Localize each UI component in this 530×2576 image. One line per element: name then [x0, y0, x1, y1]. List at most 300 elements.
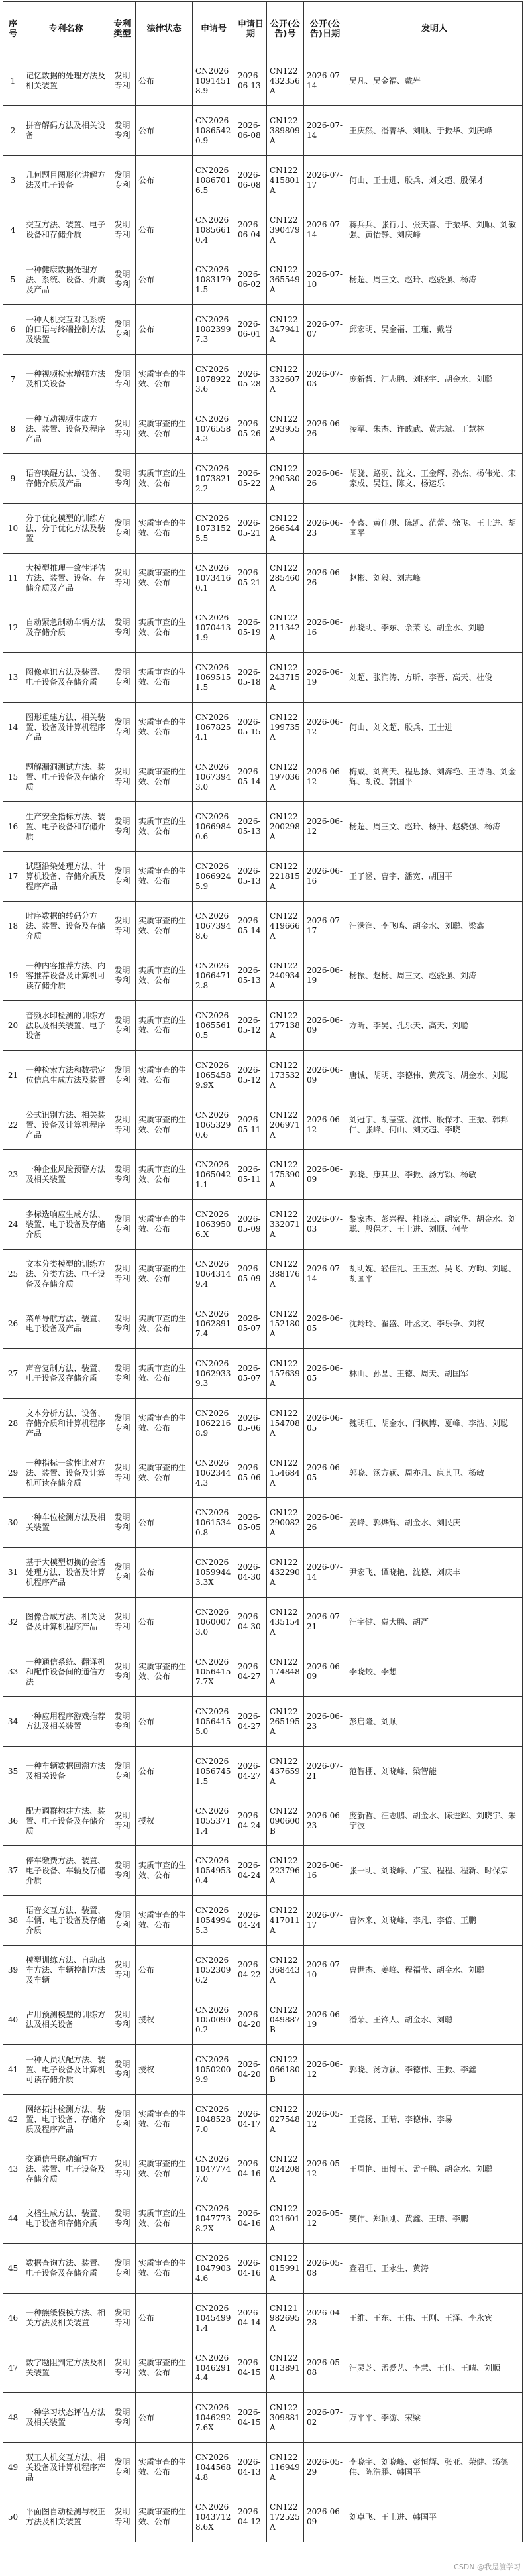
publication-date-cell: 2026-07-17: [304, 1896, 346, 1946]
row-number-cell: 8: [3, 404, 23, 454]
inventors-cell: 曹世杰、姜峰、程福莹、胡金水、刘聪: [346, 1946, 523, 1995]
application-number-cell: CN202610623444.3: [193, 1448, 235, 1498]
publication-date-cell: 2026-06-09: [304, 2492, 346, 2542]
row-number-cell: 39: [3, 1946, 23, 1995]
patent-type-cell: 发明专利: [109, 2194, 136, 2244]
application-number-cell: CN202610437128.6X: [193, 2492, 235, 2542]
row-number-cell: 27: [3, 1349, 23, 1399]
publication-number-cell: CN122265195A: [267, 1697, 304, 1747]
application-number-cell: CN202610549530.4: [193, 1846, 235, 1896]
legal-status-cell: 公布: [136, 1946, 193, 1995]
publication-date-cell: 2026-06-12: [304, 703, 346, 752]
inventors-cell: 王子涵、曹宇、潘宽、胡国平: [346, 852, 523, 902]
patent-type-cell: 发明专利: [109, 454, 136, 504]
patent-name-cell: 文档生成方法、装置、电子设备和存储介质: [23, 2194, 109, 2244]
application-number-cell: CN202610673943.0: [193, 752, 235, 802]
row-number-cell: 7: [3, 355, 23, 404]
application-number-cell: CN202610731525.5: [193, 504, 235, 554]
column-header: 申请日期: [235, 2, 267, 56]
application-date-cell: 2026-04-27: [235, 1747, 267, 1796]
legal-status-cell: 实质审查的生效、公布: [136, 1200, 193, 1250]
patent-name-cell: 大模型推理一致性评估方法、装置、设备、存储介质及产品: [23, 554, 109, 603]
patent-type-cell: 发明专利: [109, 255, 136, 305]
table-row: [3, 1548, 523, 1598]
patent-name-cell: 一种健康数据处理方法、系统、设备、介质及产品: [23, 255, 109, 305]
legal-status-cell: 授权: [136, 2045, 193, 2095]
patent-name-cell: 一种熊缓慢模方法、相关方法及相关装置: [23, 2294, 109, 2343]
patent-type-cell: 发明专利: [109, 1697, 136, 1747]
publication-number-cell: CN122174848A: [267, 1647, 304, 1697]
legal-status-cell: 实质审查的生效、公布: [136, 504, 193, 554]
row-number-cell: 25: [3, 1250, 23, 1299]
publication-number-cell: CN122417011A: [267, 1896, 304, 1946]
publication-date-cell: 2026-05-08: [304, 2244, 346, 2294]
application-number-cell: CN202610523096.2: [193, 1946, 235, 1995]
application-number-cell: CN202610628917.4: [193, 1299, 235, 1349]
legal-status-cell: 实质审查的生效、公布: [136, 404, 193, 454]
publication-number-cell: CN122152180A: [267, 1299, 304, 1349]
application-date-cell: 2026-04-24: [235, 1796, 267, 1846]
application-number-cell: CN202610669840.6: [193, 802, 235, 852]
table-row: [3, 355, 523, 404]
row-number-cell: 47: [3, 2343, 23, 2393]
legal-status-cell: 实质审查的生效、公布: [136, 1051, 193, 1100]
row-number-cell: 19: [3, 951, 23, 1001]
publication-date-cell: 2026-07-21: [304, 1747, 346, 1796]
patent-type-cell: 发明专利: [109, 1548, 136, 1598]
legal-status-cell: 实质审查的生效、公布: [136, 852, 193, 902]
inventors-cell: 郭晓、康其卫、李振、汤方颖、杨敏: [346, 1150, 523, 1200]
row-number-cell: 44: [3, 2194, 23, 2244]
inventors-cell: 刘超、张润涛、方昕、李晋、高天、杜俊: [346, 653, 523, 703]
table-row: [3, 1200, 523, 1250]
inventors-cell: 万平平、李游、宋梁: [346, 2393, 523, 2443]
patent-table: [3, 1, 523, 2542]
publication-date-cell: 2026-06-05: [304, 1299, 346, 1349]
patent-name-cell: 一种应用程序游戏推荐方法及相关装置: [23, 1697, 109, 1747]
legal-status-cell: 实质审查的生效、公布: [136, 1846, 193, 1896]
application-number-cell: CN202610462914.4: [193, 2343, 235, 2393]
legal-status-cell: 实质审查的生效、公布: [136, 355, 193, 404]
inventors-cell: 郭晓、汤方颖、周亦凡、康其卫、杨敏: [346, 1448, 523, 1498]
inventors-cell: 刘卓飞、王士进、韩国平: [346, 2492, 523, 2542]
patent-name-cell: 多标选响应生成方法、装置、电子设备及存储介质: [23, 1200, 109, 1250]
patent-name-cell: 一种视频检索增强方法及相关设备: [23, 355, 109, 404]
patent-name-cell: 配力调群构建方法、装置、电子设备及存储介质: [23, 1796, 109, 1846]
patent-name-cell: 平面图自动检测与校正方法及相关装置: [23, 2492, 109, 2542]
table-row: [3, 205, 523, 255]
row-number-cell: 16: [3, 802, 23, 852]
patent-type-cell: 发明专利: [109, 1051, 136, 1100]
application-number-cell: CN202610867016.5: [193, 156, 235, 205]
row-number-cell: 14: [3, 703, 23, 752]
legal-status-cell: 实质审查的生效、公布: [136, 2492, 193, 2542]
publication-number-cell: CN122173532A: [267, 1051, 304, 1100]
row-number-cell: 34: [3, 1697, 23, 1747]
header-row: [3, 2, 523, 56]
legal-status-cell: 实质审查的生效、公布: [136, 1647, 193, 1697]
application-date-cell: 2026-05-06: [235, 1399, 267, 1448]
patent-type-cell: 发明专利: [109, 1647, 136, 1697]
publication-date-cell: 2026-06-05: [304, 1448, 346, 1498]
table-row: [3, 2144, 523, 2194]
publication-date-cell: 2026-06-19: [304, 653, 346, 703]
legal-status-cell: 实质审查的生效、公布: [136, 1448, 193, 1498]
publication-date-cell: 2026-06-26: [304, 404, 346, 454]
inventors-cell: 何山、刘文超、殷兵、王士进: [346, 703, 523, 752]
row-number-cell: 5: [3, 255, 23, 305]
table-row: [3, 752, 523, 802]
inventors-cell: 曹沐来、刘晓峰、李凡、李倍、王鹏: [346, 1896, 523, 1946]
patent-name-cell: 一种企业风险预警方法及相关装置: [23, 1150, 109, 1200]
patent-name-cell: 声音复制方法、装置、电子设备及存储介质: [23, 1349, 109, 1399]
application-number-cell: CN202610567451.5: [193, 1747, 235, 1796]
row-number-cell: 20: [3, 1001, 23, 1051]
application-number-cell: CN202610639506.X: [193, 1200, 235, 1250]
application-number-cell: CN202610655610.5: [193, 1001, 235, 1051]
application-number-cell: CN202610622168.9: [193, 1399, 235, 1448]
row-number-cell: 38: [3, 1896, 23, 1946]
inventors-cell: 林山、孙晶、王德、周天、胡国军: [346, 1349, 523, 1399]
publication-number-cell: CN122293955A: [267, 404, 304, 454]
patent-type-cell: 发明专利: [109, 852, 136, 902]
application-date-cell: 2026-06-08: [235, 156, 267, 205]
table-row: [3, 1399, 523, 1448]
publication-date-cell: 2026-06-23: [304, 504, 346, 554]
column-header: 法律状态: [136, 2, 193, 56]
patent-type-cell: 发明专利: [109, 1896, 136, 1946]
row-number-cell: 50: [3, 2492, 23, 2542]
patent-name-cell: 一种人员状配方法、装置、电子设备及计算机可读存储介质: [23, 2045, 109, 2095]
application-date-cell: 2026-04-27: [235, 1647, 267, 1697]
publication-number-cell: CN122172525A: [267, 2492, 304, 2542]
application-number-cell: CN202610599443.3X: [193, 1548, 235, 1598]
application-date-cell: 2026-04-30: [235, 1598, 267, 1647]
patent-type-cell: 发明专利: [109, 1001, 136, 1051]
patent-name-cell: 图像卓识方法及装置、电子设备及存储介质: [23, 653, 109, 703]
publication-date-cell: 2026-06-23: [304, 1796, 346, 1846]
publication-number-cell: CN122049887B: [267, 1995, 304, 2045]
publication-number-cell: CN122290580A: [267, 454, 304, 504]
legal-status-cell: 公布: [136, 205, 193, 255]
row-number-cell: 4: [3, 205, 23, 255]
inventors-cell: 王维、王东、王伟、王刚、王泽、李永宾: [346, 2294, 523, 2343]
inventors-cell: 庞新哲、汪志鹏、刘晓宇、胡金水、刘聪: [346, 355, 523, 404]
row-number-cell: 30: [3, 1498, 23, 1548]
legal-status-cell: 公布: [136, 1548, 193, 1598]
patent-type-cell: 发明专利: [109, 653, 136, 703]
legal-status-cell: 公布: [136, 2393, 193, 2443]
publication-date-cell: 2026-07-17: [304, 902, 346, 951]
application-date-cell: 2026-05-07: [235, 1299, 267, 1349]
column-header: 申请号: [193, 2, 235, 56]
application-date-cell: 2026-04-20: [235, 1995, 267, 2045]
publication-number-cell: CN122389809A: [267, 106, 304, 156]
inventors-cell: 胡明婉、轻佳礼、王玉杰、吴飞、方昀、刘聪、胡国平: [346, 1250, 523, 1299]
row-number-cell: 31: [3, 1548, 23, 1598]
publication-date-cell: 2026-05-29: [304, 2443, 346, 2492]
patent-type-cell: 发明专利: [109, 951, 136, 1001]
inventors-cell: 蒋兵兵、张行月、张天喜、于振华、刘顺、刘敏强、黄怡静、刘庆峰: [346, 205, 523, 255]
publication-date-cell: 2026-06-12: [304, 2045, 346, 2095]
legal-status-cell: 公布: [136, 1697, 193, 1747]
patent-name-cell: 文本分类模型的训练方法、分类方法、电子设备及存储介质: [23, 1250, 109, 1299]
application-date-cell: 2026-05-11: [235, 1150, 267, 1200]
table-row: [3, 951, 523, 1001]
table-row: [3, 1896, 523, 1946]
table-row: [3, 1100, 523, 1150]
patent-name-cell: 语音交互方法、装置、车辆、电子设备及存储介质: [23, 1896, 109, 1946]
legal-status-cell: 实质审查的生效、公布: [136, 703, 193, 752]
legal-status-cell: 实质审查的生效、公布: [136, 653, 193, 703]
inventors-cell: 张一明、刘晓峰、卢宝、程程、程新、时保宗: [346, 1846, 523, 1896]
application-number-cell: CN202610485287.0: [193, 2095, 235, 2144]
publication-number-cell: CN122266544A: [267, 504, 304, 554]
publication-date-cell: 2026-06-05: [304, 1399, 346, 1448]
table-row: [3, 2343, 523, 2393]
publication-number-cell: CN122432290A: [267, 1548, 304, 1598]
table-row: [3, 1946, 523, 1995]
publication-number-cell: CN122388176A: [267, 1250, 304, 1299]
patent-name-cell: 双工人机交互方法、相关设备及计算机程序产品: [23, 2443, 109, 2492]
application-date-cell: 2026-05-14: [235, 902, 267, 951]
table-row: [3, 504, 523, 554]
patent-type-cell: 发明专利: [109, 2045, 136, 2095]
publication-number-cell: CN122206971A: [267, 1100, 304, 1150]
column-header: 发明人: [346, 2, 523, 56]
publication-number-cell: CN122309881A: [267, 2393, 304, 2443]
publication-date-cell: 2026-06-16: [304, 1846, 346, 1896]
row-number-cell: 37: [3, 1846, 23, 1896]
table-row: [3, 1051, 523, 1100]
application-date-cell: 2026-06-02: [235, 255, 267, 305]
inventors-cell: 王庆然、潘菁华、刘顺、于振华、刘庆峰: [346, 106, 523, 156]
table-row: [3, 2244, 523, 2294]
row-number-cell: 41: [3, 2045, 23, 2095]
patent-type-cell: 发明专利: [109, 56, 136, 106]
row-number-cell: 1: [3, 56, 23, 106]
patent-name-cell: 记忆数据的处理方法及相关装置: [23, 56, 109, 106]
inventors-cell: 李晓蛟、李想: [346, 1647, 523, 1697]
table-row: [3, 2045, 523, 2095]
application-date-cell: 2026-05-19: [235, 603, 267, 653]
table-row: [3, 1747, 523, 1796]
publication-date-cell: 2026-07-14: [304, 1548, 346, 1598]
publication-number-cell: CN122015991A: [267, 2244, 304, 2294]
patent-type-cell: 发明专利: [109, 554, 136, 603]
application-date-cell: 2026-05-15: [235, 703, 267, 752]
legal-status-cell: 公布: [136, 1498, 193, 1548]
patent-type-cell: 发明专利: [109, 404, 136, 454]
application-date-cell: 2026-04-12: [235, 2492, 267, 2542]
publication-date-cell: 2026-07-21: [304, 1598, 346, 1647]
inventors-cell: 邱宏明、吴金福、王瑾、戴岩: [346, 305, 523, 355]
patent-type-cell: 发明专利: [109, 752, 136, 802]
legal-status-cell: 公布: [136, 156, 193, 205]
publication-number-cell: CN122390479A: [267, 205, 304, 255]
application-number-cell: CN202610650421.1: [193, 1150, 235, 1200]
application-number-cell: CN202610445684.8: [193, 2443, 235, 2492]
publication-number-cell: CN122285460A: [267, 554, 304, 603]
patent-type-cell: 发明专利: [109, 1796, 136, 1846]
inventors-cell: 胡骁、路羽、沈文、王金辉、孙杰、杨伟光、宋家成、吴钰、陈文、杨运乐: [346, 454, 523, 504]
publication-number-cell: CN122437659A: [267, 1747, 304, 1796]
patent-name-cell: 停车缴费方法、装置、电子设备、车辆及存储介质: [23, 1846, 109, 1896]
patent-name-cell: 交通信号联动编写方法、装置、电子设备及存储介质: [23, 2144, 109, 2194]
inventors-cell: 庞新哲、汪志鹏、胡金水、陈进辉、刘晓宇、朱宁波: [346, 1796, 523, 1846]
patent-name-cell: 语音唤醒方法、设备、存储介质及产品: [23, 454, 109, 504]
publication-number-cell: CN122175390A: [267, 1150, 304, 1200]
legal-status-cell: 实质审查的生效、公布: [136, 1896, 193, 1946]
application-date-cell: 2026-06-04: [235, 205, 267, 255]
inventors-cell: 方昕、李昊、孔乐天、高天、刘聪: [346, 1001, 523, 1051]
patent-name-cell: 菜单导航方法、装置、电子设备及产品: [23, 1299, 109, 1349]
inventors-cell: 唐诚、胡明、李德伟、黄茂飞、胡金水、刘聪: [346, 1051, 523, 1100]
publication-number-cell: CN122221815A: [267, 852, 304, 902]
legal-status-cell: 实质审查的生效、公布: [136, 2095, 193, 2144]
patent-type-cell: 发明专利: [109, 2294, 136, 2343]
patent-name-cell: 一种人机交互对话系统的口语与终端控制方法及装置: [23, 305, 109, 355]
row-number-cell: 48: [3, 2393, 23, 2443]
table-row: [3, 1001, 523, 1051]
patent-type-cell: 发明专利: [109, 305, 136, 355]
inventors-cell: 查君旺、王永生、黄涛: [346, 2244, 523, 2294]
table-row: [3, 802, 523, 852]
publication-date-cell: 2026-06-09: [304, 1001, 346, 1051]
patent-name-cell: 一种互动视频生成方法、装置、设备及程序产品: [23, 404, 109, 454]
application-date-cell: 2026-05-21: [235, 554, 267, 603]
application-number-cell: CN202610831791.5: [193, 255, 235, 305]
application-number-cell: CN202610502009.9: [193, 2045, 235, 2095]
publication-date-cell: 2026-05-12: [304, 2095, 346, 2144]
publication-date-cell: 2026-07-07: [304, 305, 346, 355]
patent-type-cell: 发明专利: [109, 1150, 136, 1200]
application-number-cell: CN202610564157.7X: [193, 1647, 235, 1697]
patent-type-cell: 发明专利: [109, 2343, 136, 2393]
publication-number-cell: CN122332607A: [267, 355, 304, 404]
legal-status-cell: 实质审查的生效、公布: [136, 1399, 193, 1448]
patent-name-cell: 时序数据的转码分方法、装置、设备及存储介质: [23, 902, 109, 951]
row-number-cell: 45: [3, 2244, 23, 2294]
legal-status-cell: 实质审查的生效、公布: [136, 1001, 193, 1051]
legal-status-cell: 实质审查的生效、公布: [136, 2194, 193, 2244]
patent-name-cell: 试题沿染处理方法、计算机设备、存储介质及程序产品: [23, 852, 109, 902]
application-number-cell: CN202610664712.8: [193, 951, 235, 1001]
application-date-cell: 2026-05-26: [235, 404, 267, 454]
publication-date-cell: 2026-05-12: [304, 2144, 346, 2194]
publication-date-cell: 2026-06-12: [304, 802, 346, 852]
publication-number-cell: CN122024208A: [267, 2144, 304, 2194]
application-date-cell: 2026-05-07: [235, 1349, 267, 1399]
patent-type-cell: 发明专利: [109, 2244, 136, 2294]
table-row: [3, 1995, 523, 2045]
publication-date-cell: 2026-06-26: [304, 454, 346, 504]
row-number-cell: 22: [3, 1100, 23, 1150]
table-row: [3, 1250, 523, 1299]
publication-number-cell: CN122199735A: [267, 703, 304, 752]
table-header: [3, 2, 523, 56]
column-header: 专利名称: [23, 2, 109, 56]
application-number-cell: CN202610564155.0: [193, 1697, 235, 1747]
patent-type-cell: 发明专利: [109, 1995, 136, 2045]
inventors-cell: 郭晓、汤方颖、李德伟、王振、李鑫: [346, 2045, 523, 2095]
publication-date-cell: 2026-06-19: [304, 951, 346, 1001]
patent-type-cell: 发明专利: [109, 1747, 136, 1796]
application-number-cell: CN202610643149.4: [193, 1250, 235, 1299]
legal-status-cell: 公布: [136, 56, 193, 106]
table-row: [3, 1647, 523, 1697]
patent-type-cell: 发明专利: [109, 2095, 136, 2144]
patent-type-cell: 发明专利: [109, 802, 136, 852]
publication-date-cell: 2026-06-09: [304, 1647, 346, 1697]
row-number-cell: 29: [3, 1448, 23, 1498]
patent-name-cell: 图形重建方法、相关装置、设备及计算机程序产品: [23, 703, 109, 752]
row-number-cell: 6: [3, 305, 23, 355]
row-number-cell: 33: [3, 1647, 23, 1697]
row-number-cell: 28: [3, 1399, 23, 1448]
row-number-cell: 10: [3, 504, 23, 554]
patent-type-cell: 发明专利: [109, 703, 136, 752]
row-number-cell: 46: [3, 2294, 23, 2343]
legal-status-cell: 实质审查的生效、公布: [136, 454, 193, 504]
table-row: [3, 255, 523, 305]
application-date-cell: 2026-04-27: [235, 1697, 267, 1747]
patent-name-cell: 一种指标一致性比对方法、装置、设备及计算机可读存储介质: [23, 1448, 109, 1498]
inventors-cell: 沈羚玲、翟盛、叶丞文、李乐争、刘权: [346, 1299, 523, 1349]
patent-type-cell: 发明专利: [109, 1200, 136, 1250]
patent-name-cell: 数字题阻判定方法及相关装置: [23, 2343, 109, 2393]
table-row: [3, 454, 523, 504]
application-number-cell: CN202610738212.2: [193, 454, 235, 504]
patent-name-cell: 图像合成方法、相关设备及计算机程序产品: [23, 1598, 109, 1647]
table-row: [3, 2294, 523, 2343]
table-row: [3, 1598, 523, 1647]
legal-status-cell: 实质审查的生效、公布: [136, 2443, 193, 2492]
publication-number-cell: CN122021601A: [267, 2194, 304, 2244]
publication-number-cell: CN122435154A: [267, 1598, 304, 1647]
row-number-cell: 32: [3, 1598, 23, 1647]
patent-type-cell: 发明专利: [109, 2492, 136, 2542]
inventors-cell: 汪满润、李飞鸣、胡金水、刘聪、梁鑫: [346, 902, 523, 951]
application-date-cell: 2026-05-21: [235, 504, 267, 554]
publication-number-cell: CN122223796A: [267, 1846, 304, 1896]
application-date-cell: 2026-05-12: [235, 1051, 267, 1100]
inventors-cell: 孙晓明、李东、余茉飞、胡金水、刘聪: [346, 603, 523, 653]
application-date-cell: 2026-05-13: [235, 951, 267, 1001]
application-number-cell: CN202610789223.6: [193, 355, 235, 404]
table-row: [3, 106, 523, 156]
publication-date-cell: 2026-07-10: [304, 255, 346, 305]
legal-status-cell: 公布: [136, 255, 193, 305]
publication-number-cell: CN122027548A: [267, 2095, 304, 2144]
application-date-cell: 2026-04-13: [235, 2443, 267, 2492]
row-number-cell: 21: [3, 1051, 23, 1100]
inventors-cell: 李鑫、黄佳琪、陈凯、范蕾、徐飞、王士进、胡国平: [346, 504, 523, 554]
patent-type-cell: 发明专利: [109, 1846, 136, 1896]
application-date-cell: 2026-04-14: [235, 2294, 267, 2343]
publication-number-cell: CN122432356A: [267, 56, 304, 106]
legal-status-cell: 公布: [136, 305, 193, 355]
application-date-cell: 2026-04-24: [235, 1846, 267, 1896]
legal-status-cell: 实质审查的生效、公布: [136, 1250, 193, 1299]
application-number-cell: CN202610765584.3: [193, 404, 235, 454]
patent-name-cell: 分子优化模型的训练方法、分子优化方法及装置: [23, 504, 109, 554]
legal-status-cell: 实质审查的生效、公布: [136, 2144, 193, 2194]
inventors-cell: 魏明旺、胡金水、闫枫博、夏峰、李浩、刘聪: [346, 1399, 523, 1448]
application-date-cell: 2026-04-16: [235, 2144, 267, 2194]
row-number-cell: 13: [3, 653, 23, 703]
patent-type-cell: 发明专利: [109, 1598, 136, 1647]
